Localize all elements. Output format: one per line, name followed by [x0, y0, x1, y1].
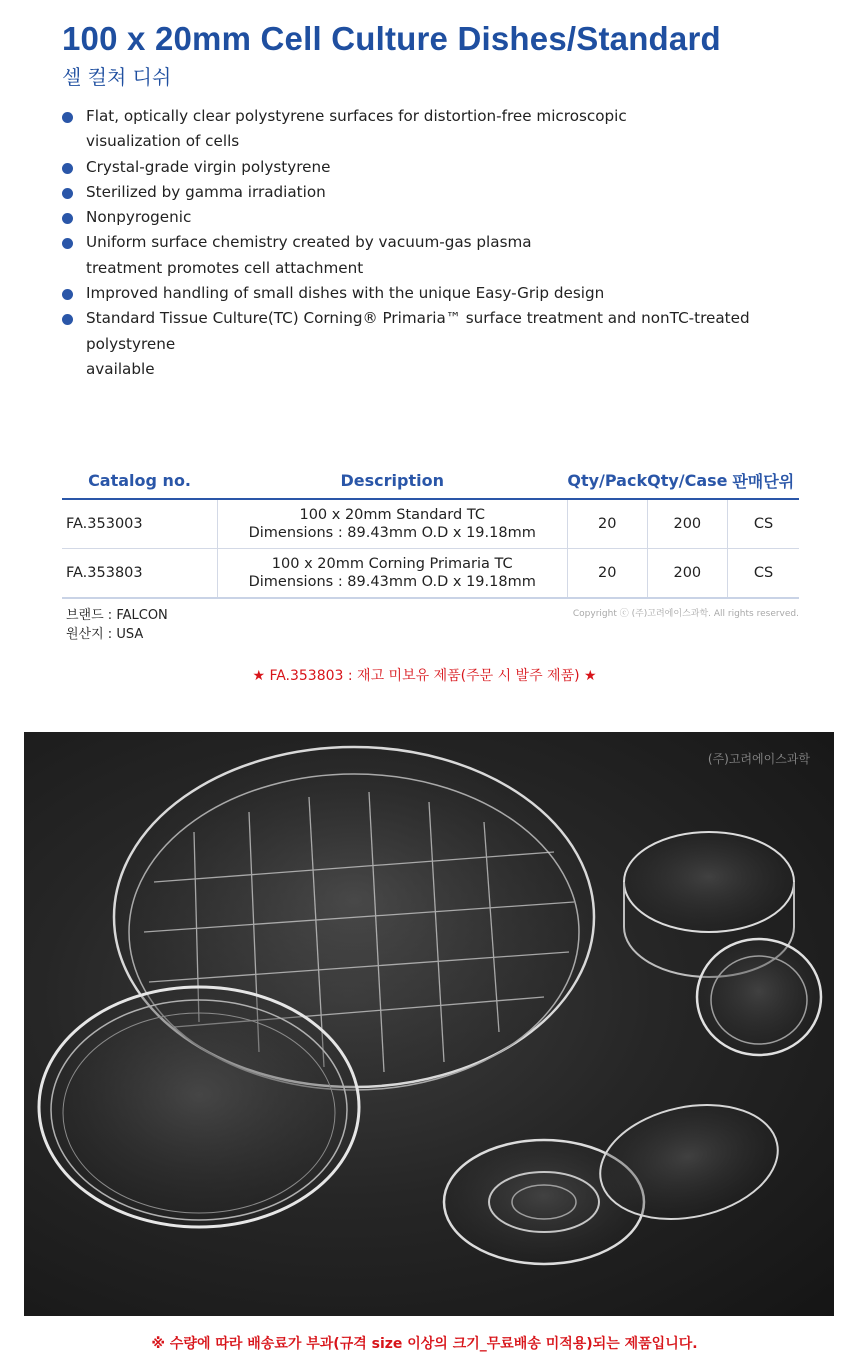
page-subtitle: 셀 컬쳐 디쉬 [62, 65, 172, 89]
table-row [62, 549, 799, 599]
bullet-icon [62, 112, 73, 123]
qty-pack-cell: 20 [567, 549, 647, 599]
feature-item [62, 205, 802, 230]
shipping-note: ※ 수량에 따라 배송료가 부과(규격 size 이상의 크기_무료배송 미적용)되는 제품입니다. [151, 1336, 698, 1352]
header-catalog-no: Catalog no. [62, 462, 217, 499]
feature-item [62, 306, 802, 382]
mini-dish [697, 939, 821, 1055]
brand-text: 브랜드 : FALCON [66, 608, 168, 623]
photo-watermark: (주)고려에이스과학 [707, 752, 810, 766]
product-photo [24, 732, 834, 1316]
feature-text: Nonpyrogenic [86, 208, 192, 227]
feature-text: treatment promotes cell attachment [86, 258, 364, 277]
header-qty-case: Qty/Case [647, 462, 727, 499]
feature-item [62, 230, 802, 281]
feature-text: Improved handling of small dishes with the unique Easy-Grip design [86, 284, 605, 303]
qty-case-cell: 200 [647, 499, 727, 549]
feature-item [62, 180, 802, 205]
bullet-icon [62, 163, 73, 174]
description-line: 100 x 20mm Corning Primaria TC [271, 556, 513, 572]
brand-info [66, 606, 168, 644]
catalog-table [62, 462, 799, 599]
qty-pack-cell: 20 [567, 499, 647, 549]
header-description: Description [217, 462, 567, 499]
qty-case-cell: 200 [647, 549, 727, 599]
sales-unit-cell: CS [728, 549, 799, 599]
feature-text: visualization of cells [86, 132, 240, 151]
catalog-code: FA.353003 [62, 499, 217, 549]
bullet-icon [62, 289, 73, 300]
bullet-icon [62, 213, 73, 224]
dish-lid [39, 987, 359, 1227]
feature-item [62, 155, 802, 180]
feature-text: Crystal-grade virgin polystyrene [86, 157, 331, 176]
feature-text: Uniform surface chemistry created by vacuum-gas plasma [86, 233, 532, 252]
table-row [62, 499, 799, 549]
feature-text: Sterilized by gamma irradiation [86, 182, 326, 201]
feature-text: available [86, 359, 155, 378]
feature-text: Flat, optically clear polystyrene surfaces for distortion-free microscopic [86, 107, 627, 125]
feature-text: Standard Tissue Culture(TC) Corning® Primaria™ surface treatment and nonTC-treated polystyrene [86, 309, 750, 353]
stock-notice: ★ FA.353803 : 재고 미보유 제품(주문 시 발주 제품) ★ [252, 668, 597, 684]
header-sales-unit: 판매단위 [728, 462, 799, 499]
copyright-text: Copyright ⓒ (주)고려에이스과학. All rights reserved. [572, 609, 799, 619]
bullet-icon [62, 238, 73, 249]
feature-list [62, 104, 802, 382]
bullet-icon [62, 188, 73, 199]
origin-text: 원산지 : USA [66, 627, 144, 642]
petri-dishes-illustration [24, 732, 834, 1316]
feature-item [62, 281, 802, 306]
description-cell [217, 549, 567, 599]
dimensions-line: Dimensions : 89.43mm O.D x 19.18mm [248, 574, 536, 590]
dimensions-line: Dimensions : 89.43mm O.D x 19.18mm [248, 525, 536, 541]
bullet-icon [62, 314, 73, 325]
header-qty-pack: Qty/Pack [567, 462, 647, 499]
sales-unit-cell: CS [728, 499, 799, 549]
page-title: 100 x 20mm Cell Culture Dishes/Standard [62, 20, 721, 57]
description-line: 100 x 20mm Standard TC [299, 507, 485, 523]
table-header-row [62, 462, 799, 499]
catalog-code: FA.353803 [62, 549, 217, 599]
description-cell [217, 499, 567, 549]
feature-item [62, 104, 802, 155]
